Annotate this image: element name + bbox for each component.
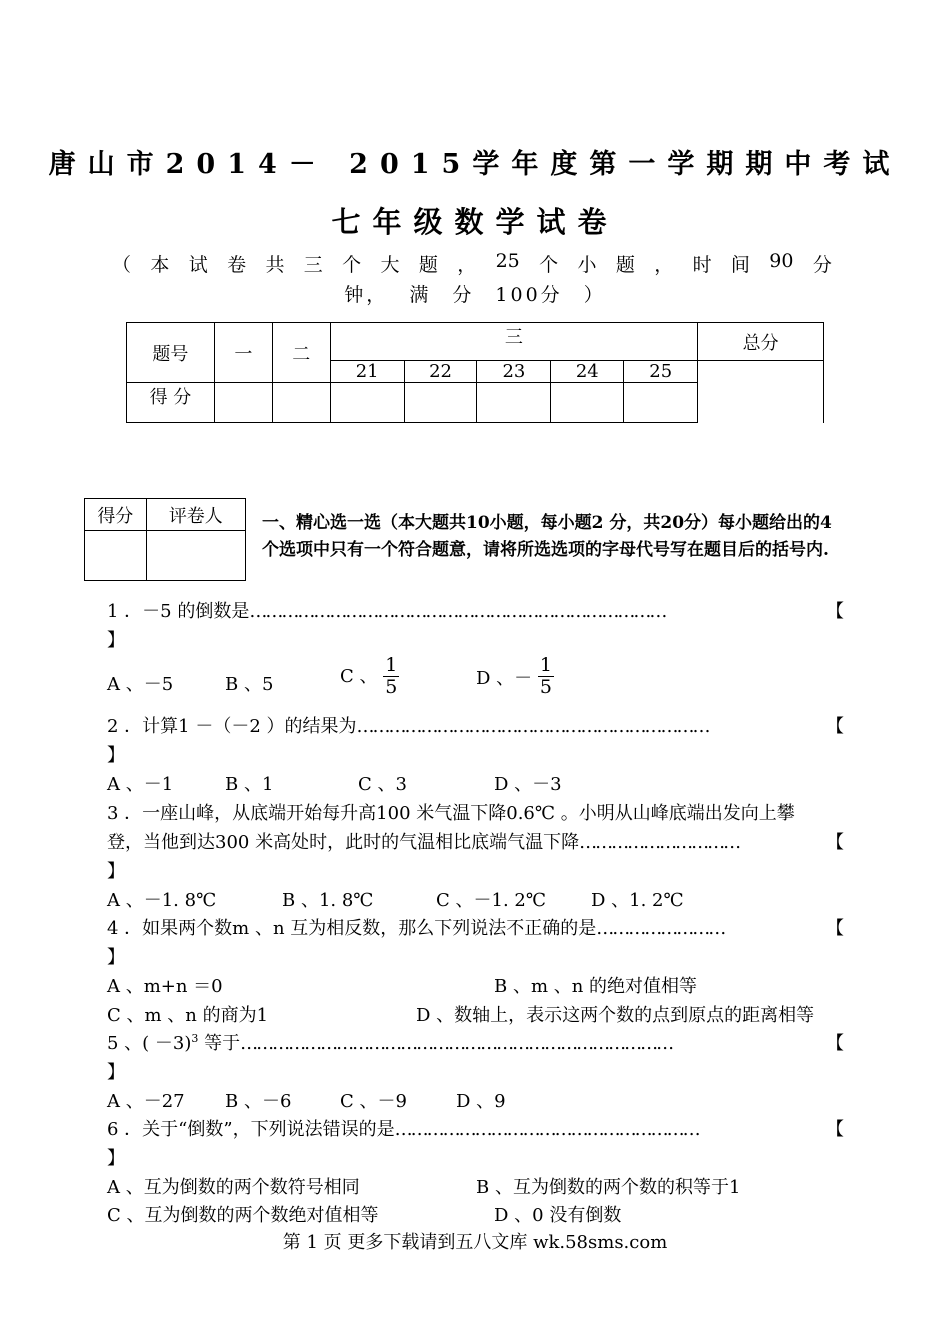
sub-number: 24 [551,361,624,383]
note-char: 题 [615,254,635,276]
exam-subtitle: 七年级数学试卷 [331,205,619,239]
note-char: 间 [730,254,750,276]
question-5-stem [107,1029,672,1055]
total-score-cell[interactable] [698,361,824,423]
note-char: 试 [188,254,208,276]
sub-number: 21 [330,361,404,383]
q1-option-a: A 、－5 [107,674,174,695]
q4-text: 4 ．如果两个数m 、n 互为相反数，那么下列说法不正确的是 [107,918,597,939]
q5-dots: ……………………………………………………………………… [240,1033,673,1054]
score-cell[interactable] [624,383,698,423]
note-char: 大 [380,254,400,276]
answer-bracket-close: 】 [107,861,125,882]
header-part-three: 三 [330,323,697,361]
q5-option-a: A 、－27 [107,1091,185,1112]
note-char: ， [457,254,477,276]
note-char: 分 [812,254,832,276]
answer-bracket-open[interactable]: 【 [826,601,844,622]
q4-option-b: B 、m 、n 的绝对值相等 [494,976,698,997]
q2-option-a: A 、－1 [107,774,174,795]
answer-bracket-close: 】 [107,1062,125,1083]
q1-d-fraction [538,655,554,698]
note-char: 90 [769,250,794,272]
question-4-stem [107,914,724,940]
q6-option-a: A 、互为倒数的两个数符号相同 [107,1177,360,1198]
score-cell[interactable] [477,383,551,423]
sub-number: 22 [404,361,477,383]
note-char: 小 [577,254,597,276]
q4-option-a: A 、m+n ＝0 [107,976,223,997]
q6-option-c: C 、互为倒数的两个数绝对值相等 [107,1205,379,1226]
q3-option-a: A 、－1. 8℃ [107,890,217,911]
q2-option-d: D 、－3 [494,774,562,795]
question-3-stem-line2 [107,828,739,854]
q1-text: 1 ．－5 的倒数是 [107,601,250,622]
q1-c-label: C 、 [340,665,378,687]
exam-note-line2: 钟， 满 分 100分 ） [344,284,606,306]
score-cell[interactable] [551,383,624,423]
note-char: ， [654,254,674,276]
page-footer: 第 1 页 更多下载请到五八文库 wk.58sms.com [282,1232,668,1253]
note-char: 本 [150,254,170,276]
note-char: 题 [418,254,438,276]
q2-dots: ………………………………………………………… [356,716,709,737]
sub-number: 25 [624,361,698,383]
q4-dots: …………………… [596,918,725,939]
score-cell[interactable] [214,383,272,423]
exam-note-line1 [112,250,832,277]
answer-bracket-open[interactable]: 【 [826,1119,844,1140]
answer-bracket-close: 】 [107,947,125,968]
q6-dots: ………………………………………………… [394,1119,699,1140]
note-char: 25 [495,250,520,272]
score-cell[interactable] [330,383,404,423]
answer-bracket-open[interactable]: 【 [826,1033,844,1054]
q4-option-d: D 、数轴上，表示这两个数的点到原点的距离相等 [416,1005,815,1026]
q2-option-b: B 、1 [225,774,274,795]
sub-number: 23 [477,361,551,383]
q6-option-b: B 、互为倒数的两个数的积等于1 [476,1177,741,1198]
q2-text: 2 ．计算1 －（－2 ）的结果为 [107,716,357,737]
fraction-numerator: 1 [385,654,398,676]
note-char: （ [112,254,132,276]
q3-option-c: C 、－1. 2℃ [436,890,546,911]
note-char: 时 [692,254,712,276]
header-total: 总分 [698,323,824,361]
q6-option-d: D 、0 没有倒数 [494,1205,622,1226]
q4-option-c: C 、m 、n 的商为1 [107,1005,269,1026]
grader-score-label: 得分 [85,499,147,531]
q1-c-fraction [383,655,399,698]
note-char: 个 [539,254,559,276]
fraction-numerator: 1 [539,654,552,676]
answer-bracket-open[interactable]: 【 [826,918,844,939]
grader-score-cell[interactable] [85,531,147,581]
q6-text: 6 ．关于“倒数”，下列说法错误的是 [107,1119,395,1140]
note-char: 三 [303,254,323,276]
section-one-heading: 一、精心选一选（本大题共10小题，每小题2 分，共20分）每小题给出的4 个选项中只有一个符合题意，请将所选选项的字母代号写在题目后的括号内. [262,513,832,560]
answer-bracket-open[interactable]: 【 [826,716,844,737]
q1-option-b: B 、5 [225,674,274,695]
answer-bracket-close: 】 [107,630,125,651]
score-cell[interactable] [272,383,330,423]
question-2-stem [107,712,709,738]
q5-text: 5 、( －3) [107,1033,192,1054]
q3-text: 登，当他到达300 米高处时，此时的气温相比底端气温下降 [107,832,580,853]
score-table [126,322,824,423]
note-char: 个 [342,254,362,276]
q5-option-c: C 、－9 [340,1091,407,1112]
q1-d-label: D 、－ [476,667,533,689]
question-1-stem [107,597,665,623]
score-cell[interactable] [404,383,477,423]
fraction-denominator: 5 [539,676,552,698]
answer-bracket-open[interactable]: 【 [826,832,844,853]
q3-dots: ………………………… [579,832,740,853]
grader-box [84,498,246,581]
exam-title: 唐山市2014－ 2015学年度第一学期期中考试 [48,149,902,180]
q2-option-c: C 、3 [358,774,407,795]
q5-option-b: B 、－6 [225,1091,292,1112]
header-question: 题号 [127,323,215,383]
q5-exponent: 3 [191,1032,199,1045]
q3-option-d: D 、1. 2℃ [591,890,684,911]
note-char: 共 [265,254,285,276]
q3-option-b: B 、1. 8℃ [282,890,374,911]
header-part-two: 二 [272,323,330,383]
note-char: 卷 [227,254,247,276]
q5-option-d: D 、9 [456,1091,506,1112]
question-6-stem [107,1115,699,1141]
row-score-label: 得 分 [127,383,215,423]
q5-text-post: 等于 [198,1033,241,1054]
header-part-one: 一 [214,323,272,383]
q1-dots: …………………………………………………………………… [249,601,666,622]
fraction-denominator: 5 [385,676,398,698]
q1-option-d [476,655,554,698]
grader-name-cell[interactable] [146,531,245,581]
question-3-stem-line1: 3 ．一座山峰，从底端开始每升高100 米气温下降0.6℃ 。小明从山峰底端出发向上攀 [107,803,795,824]
answer-bracket-close: 】 [107,745,125,766]
grader-name-label: 评卷人 [146,499,245,531]
q1-option-c [340,655,399,698]
answer-bracket-close: 】 [107,1148,125,1169]
